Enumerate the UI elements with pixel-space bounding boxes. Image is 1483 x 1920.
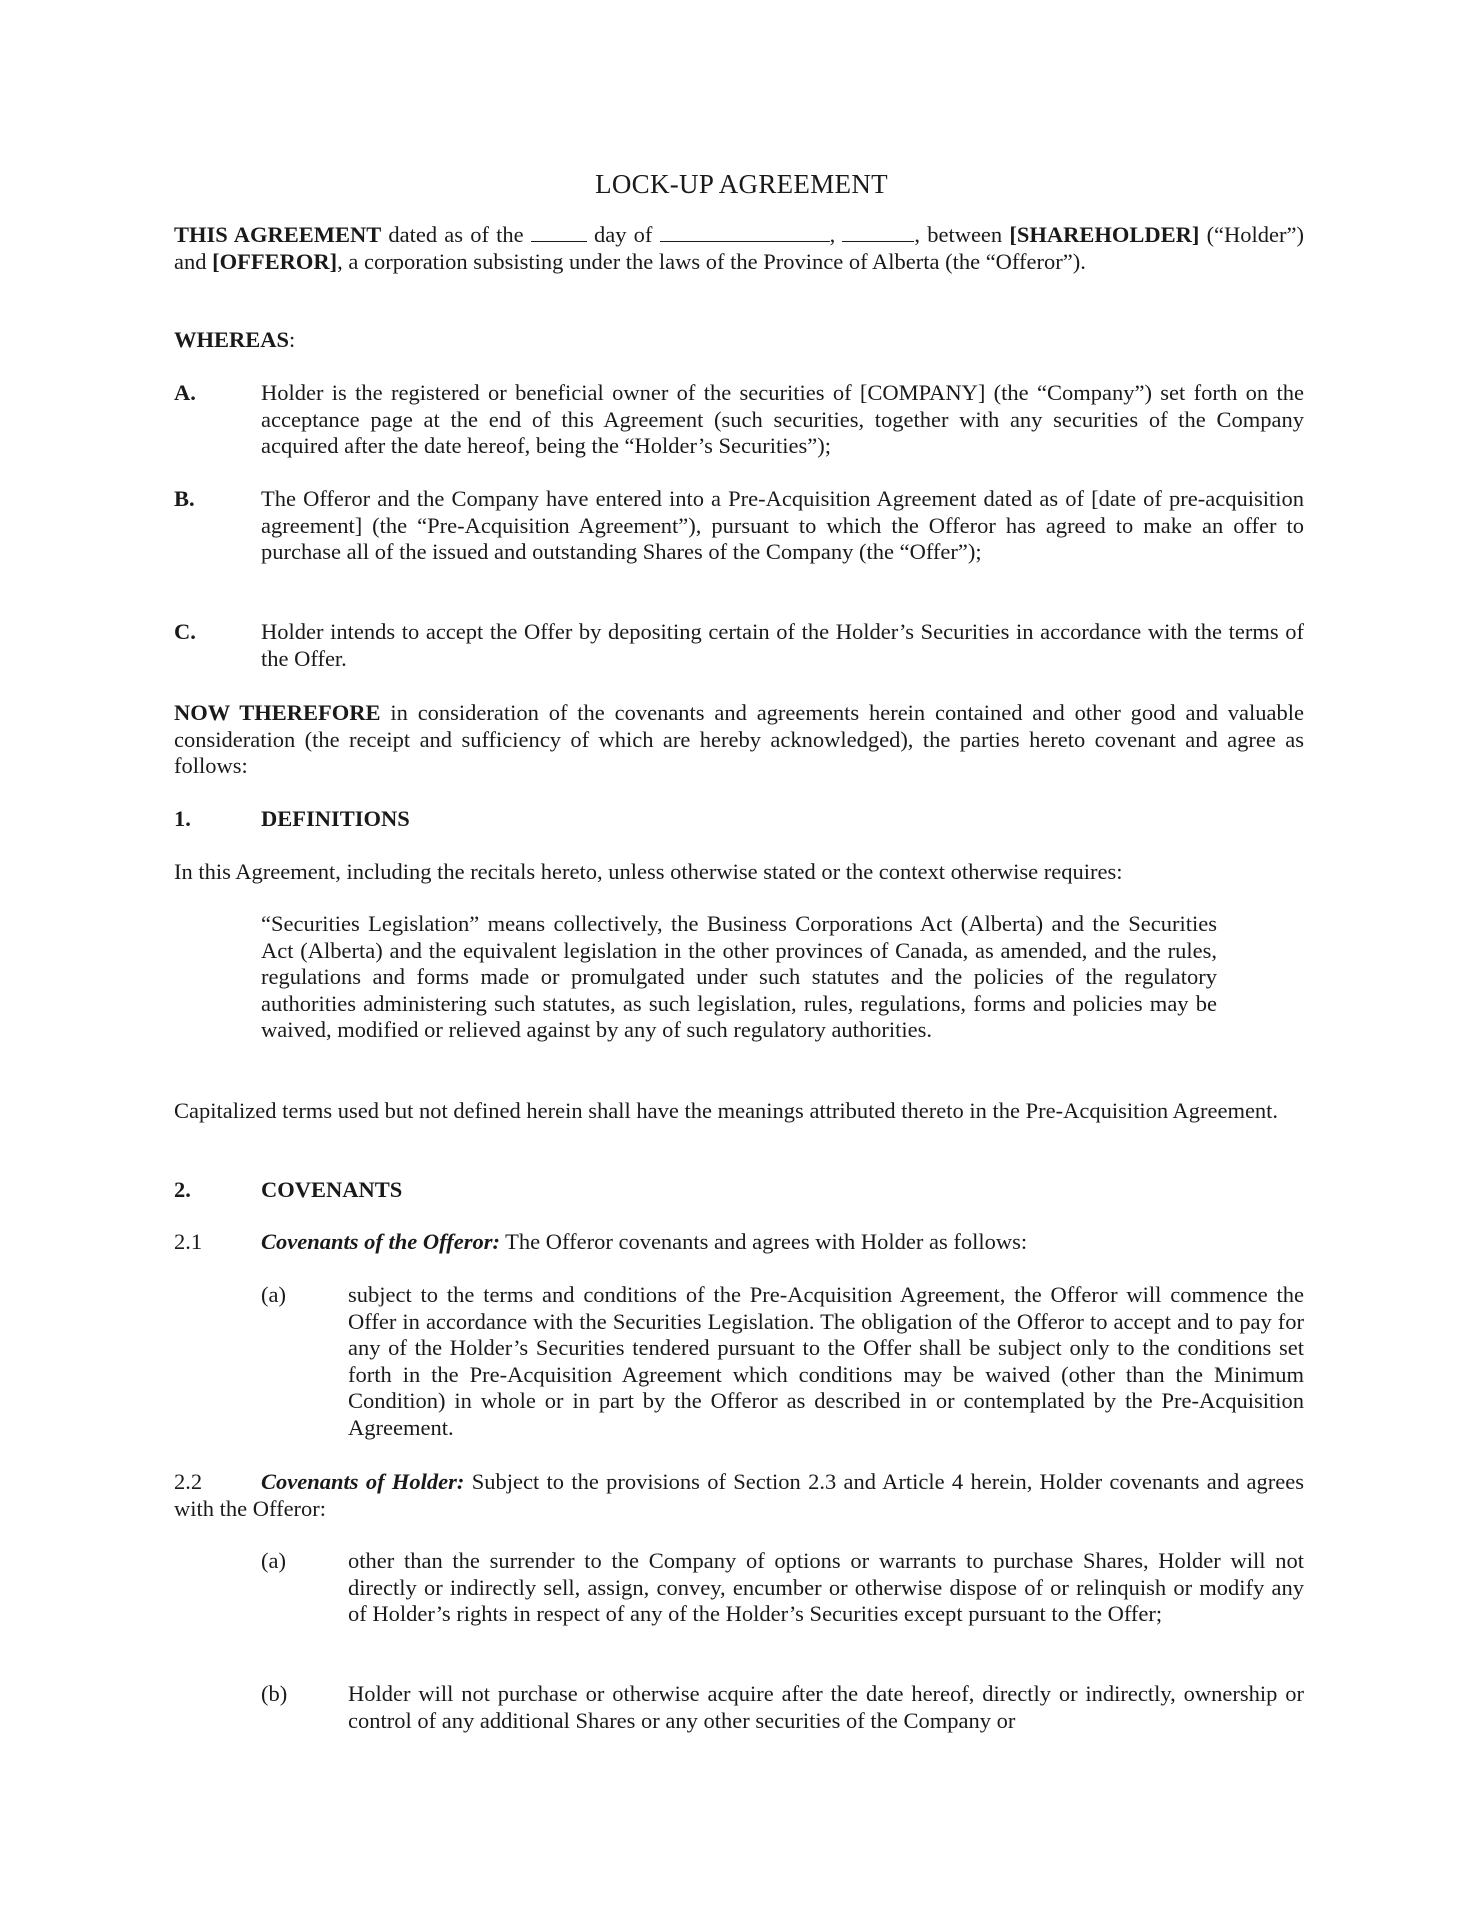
item-text: other than the surrender to the Company of options or warrants to purchase Shares, Holder will not directly or indirectly sell, assign, convey, encumber or otherwise dispose of or relinquish or modify any of Holder’s rights in respect of any of the Holder’s Securities except pursuant to the Offer; [348,1548,1304,1626]
intro-text-5: (“Holder”) and [174,222,1305,274]
document-title: LOCK-UP AGREEMENT [595,169,888,199]
section-2-2: 2.2 Covenants of Holder: Subject to the provisions of Section 2.3 and Article 4 herein, Holder covenants and agrees with the Offeror: [174,1469,1304,1521]
offeror-placeholder: [OFFEROR] [212,248,338,274]
recital-label: A. [174,380,196,405]
intro-text-1: dated as of the [381,222,531,247]
day-blank [531,222,587,242]
securities-legislation-definition: “Securities Legislation” means collectively, the Business Corporations Act (Alberta) and the Securities Act (Alberta) and the equivalent legislation in the other provinces of Canada, as amended, and the rules, regulations and forms made or promulgated under such statutes and the policies of the regulatory authorities administering such statutes, as such legislation, rules, regulations, forms and policies may be waived, modified or relieved against by any of such regulatory authorities. [261,911,1217,1042]
item-label: (a) [261,1548,286,1573]
now-therefore-paragraph [174,700,1304,780]
recital-text: The Offeror and the Company have entered into a Pre-Acquisition Agreement dated as of [date of pre-acquisition agreement] (the “Pre-Acquisition Agreement”), pursuant to which the Offeror has agreed to make an offer to purchase all of the issued and outstanding Shares of the Company (the “Offer”); [261,486,1304,564]
intro-text-4: , between [914,222,1010,247]
intro-text-2: day of [586,222,660,247]
recital-b [174,486,1304,566]
intro-text-3: , [829,222,843,247]
whereas-heading: WHEREAS: [174,327,296,352]
section-2-1-a [261,1282,1304,1441]
intro-text-6: , a corporation subsisting under the laws of the Province of Alberta (the “Offeror”). [337,248,1086,274]
item-label: (b) [261,1681,288,1706]
intro-paragraph [174,222,1304,275]
month-blank [660,222,830,242]
section-2-2-a [261,1548,1304,1628]
subsection-heading: Covenants of Holder: [261,1469,465,1494]
section-2-heading: 2. COVENANTS [174,1177,403,1202]
recital-label: C. [174,619,196,644]
shareholder-placeholder: [SHAREHOLDER] [1009,222,1200,247]
recital-a [174,380,1304,460]
subsection-heading: Covenants of the Offeror: [261,1229,500,1254]
recital-c [174,619,1304,672]
intro-lead: THIS AGREEMENT [174,222,382,247]
section-2-1: 2.1 Covenants of the Offeror: The Offeror covenants and agrees with Holder as follows: [174,1229,1028,1254]
item-text: subject to the terms and conditions of the Pre-Acquisition Agreement, the Offeror will commence the Offer in accordance with the Securities Legislation. The obligation of the Offeror to accept and to pay for any of the Holder’s Securities tendered pursuant to the Offer shall be subject only to the conditions set forth in the Pre-Acquisition Agreement which conditions may be waived (other than the Minimum Condition) in whole or in part by the Offeror as described in or contemplated by the Pre-Acquisition Agreement. [348,1282,1304,1440]
recital-text: Holder intends to accept the Offer by depositing certain of the Holder’s Securities in accordance with the terms of the Offer. [261,619,1304,671]
now-therefore-text: in consideration of the covenants and agreements herein contained and other good and valuable consideration (the receipt and sufficiency of which are hereby acknowledged), the parties hereto covenant and agree as follows: [174,700,1304,778]
section-1-intro: In this Agreement, including the recitals hereto, unless otherwise stated or the context otherwise requires: [174,859,1123,884]
item-text: Holder will not purchase or otherwise acquire after the date hereof, directly or indirectly, ownership or control of any additional Shares or any other securities of the Company or [348,1681,1304,1733]
capitalized-terms-paragraph: Capitalized terms used but not defined herein shall have the meanings attributed thereto in the Pre-Acquisition Agreement. [174,1098,1279,1123]
recital-text: Holder is the registered or beneficial owner of the securities of [COMPANY] (the “Company”) set forth on the acceptance page at the end of this Agreement (such securities, together with any securities of the Company acquired after the date hereof, being the “Holder’s Securities”); [261,380,1304,458]
now-therefore-lead: NOW THEREFORE [174,700,381,725]
section-2-2-b [261,1681,1304,1734]
item-label: (a) [261,1282,286,1307]
recital-label: B. [174,486,195,511]
year-blank [842,222,914,242]
section-1-heading: 1. DEFINITIONS [174,806,410,831]
